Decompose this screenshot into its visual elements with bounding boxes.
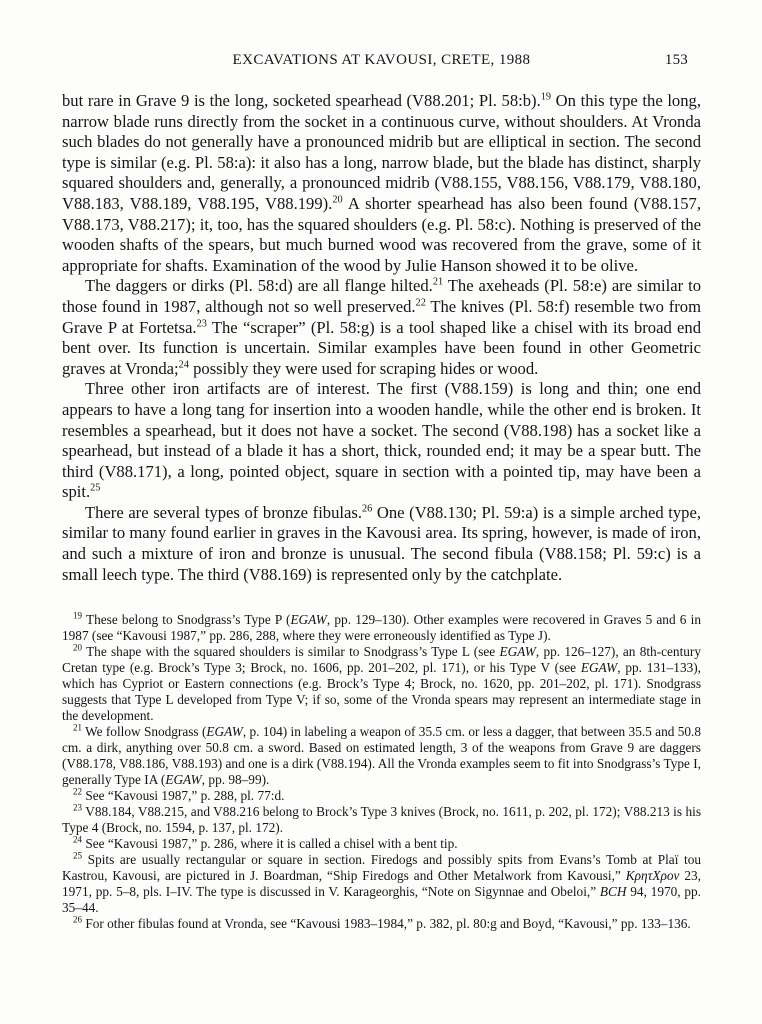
italic-text: ΚρητΧρον <box>625 868 680 884</box>
text-run: We follow Snodgrass ( <box>85 724 207 740</box>
footnote-ref: 20 <box>332 194 343 206</box>
footnote-ref: 22 <box>415 297 426 309</box>
footnote <box>62 612 701 644</box>
text-run: See “Kavousi 1987,” p. 288, pl. 77:d. <box>85 788 285 804</box>
text-run: , pp. 131–133), which has Cypriot or Eastern connections (e.g. Brock’s Type 4; Brock, no. 1620, pp. 201–202, pl. 171). Snodgrass suggests that Type L developed from Type V; if so, some of the Vronda spears may represent an intermediate stage in the development. <box>62 660 702 724</box>
footnote <box>62 916 701 932</box>
text-run: , pp. 98–99). <box>201 772 270 788</box>
text-run: but rare in Grave 9 is the long, socketed spearhead (V88.201; Pl. 58:b). <box>62 91 541 110</box>
body-paragraphs <box>62 91 701 585</box>
body-paragraph <box>62 276 701 379</box>
footnote <box>62 852 701 916</box>
italic-text: EGAW <box>580 660 618 676</box>
italic-text: EGAW <box>290 612 327 628</box>
footnote-number: 21 <box>73 722 83 733</box>
text-run: The knives (Pl. 58:f) resemble two from Grave P at Fortetsa. <box>62 296 701 337</box>
footnote-ref: 21 <box>432 276 444 288</box>
running-title: EXCAVATIONS AT KAVOUSI, CRETE, 1988 <box>232 52 531 68</box>
body-paragraph <box>62 91 701 276</box>
footnotes <box>62 612 701 932</box>
text-run: 94, 1970, pp. 35–44. <box>62 884 701 916</box>
text-run: The axeheads (Pl. 58:e) are similar to those found in 1987, although not so well preserved. <box>62 276 701 316</box>
text-run: There are several types of bronze fibulas. <box>85 502 362 522</box>
text-run: , p. 104) in labeling a weapon of 35.5 cm. or less a dagger, that between 35.5 and 50.8 cm. a dirk, anything over 50.8 cm. a sword. Based on estimated length, 3 of the weapons from Grave 9 are daggers (V88.178, V88.186, V88.193) and one is a dirk (V88.194). All the Vronda examples seem to fit into Snodgrass’s Type I, generally Type IA ( <box>62 724 701 788</box>
footnote-ref: 23 <box>196 318 207 329</box>
footnote-number: 25 <box>73 850 83 861</box>
footnote-ref: 24 <box>178 359 189 371</box>
footnote-ref: 26 <box>362 503 373 515</box>
text-run: On this type the long, narrow blade runs directly from the socket in a continuous curve, without shoulders. At Vronda such blades do not generally have a pronounced midrib but are elliptical in section. The second type is similar (e.g. Pl. 58:a): it also has a long, narrow blade, but the blade has distinct, sharply squared shoulders and, generally, a pronounced midrib (V88.155, V88.156, V88.179, V88.180, V88.183, V88.189, V88.195, V88.199). <box>62 91 701 213</box>
text-run: , pp. 129–130). Other examples were recovered in Graves 5 and 6 in 1987 (see “Kavousi 1987,” pp. 286, 288, where they were erroneously identified as Type J). <box>62 612 701 644</box>
text-run: V88.184, V88.215, and V88.216 belong to Brock’s Type 3 knives (Brock, no. 1611, p. 202, pl. 172); V88.213 is his Type 4 (Brock, no. 1594, p. 137, pl. 172). <box>62 804 701 836</box>
text-run: Three other iron artifacts are of interest. The first (V88.159) is long and thin; one end appears to have a long tang for insertion into a wooden handle, while the other end is broken. It resembles a spearhead, but it does not have a socket. The second (V88.198) has a socket like a spearhead, but instead of a blade it has a short, thick, rounded end; it may be a spear butt. The third (V88.171), a long, pointed object, square in section with a pointed tip, may have been a spit. <box>62 379 701 502</box>
text-run: A shorter spearhead has also been found (V88.157, V88.173, V88.217); it, too, has the squared shoulders (e.g. Pl. 58:c). Nothing is preserved of the wooden shafts of the spears, but much burned wood was recovered from the grave, some of it appropriate for shafts. Examination of the wood by Julie Hanson showed it to be olive. <box>62 193 701 275</box>
text-run: The shape with the squared shoulders is similar to Snodgrass’s Type L (see <box>86 644 500 660</box>
italic-text: EGAW <box>206 724 243 740</box>
footnote-ref: 25 <box>90 482 101 494</box>
text-run: These belong to Snodgrass’s Type P ( <box>85 612 291 628</box>
italic-text: EGAW <box>499 644 536 660</box>
footnote-ref: 19 <box>540 91 552 103</box>
footnote-number: 22 <box>73 786 83 797</box>
text-run: The daggers or dirks (Pl. 58:d) are all flange hilted. <box>85 276 433 296</box>
page-number: 153 <box>664 52 688 68</box>
footnote-number: 19 <box>73 610 83 621</box>
text-run: possibly they were used for scraping hides or wood. <box>188 358 539 378</box>
footnote <box>62 788 701 804</box>
text-run: Spits are usually rectangular or square in section. Firedogs and possibly spits from Evans’s Tomb at Plaï tou Kastrou, Kavousi, are pictured in J. Boardman, “Ship Firedogs and Other Metalwork from Kavousi,” <box>62 852 702 884</box>
footnote <box>62 836 701 852</box>
footnote <box>62 724 701 788</box>
footnote <box>62 644 701 724</box>
text-run: 23, 1971, pp. 5–8, pls. I–IV. The type is discussed in V. Karageorghis, “Note on Sigynnae and Obeloi,” <box>62 868 701 900</box>
footnote-number: 20 <box>73 642 83 653</box>
footnote <box>62 804 701 836</box>
body-paragraph <box>62 379 701 503</box>
text-run: One (V88.130; Pl. 59:a) is a simple arched type, similar to many found earlier in graves in the Kavousi area. Its spring, however, is made of iron, and such a mixture of iron and bronze is unusual. The second fibula (V88.158; Pl. 59:c) is a small leech type. The third (V88.169) is represented only by the catchplate. <box>62 502 701 584</box>
italic-text: BCH <box>599 884 627 900</box>
page-header <box>62 52 701 70</box>
text-run: , pp. 126–127), an 8th-century Cretan type (e.g. Brock’s Type 3; Brock, no. 1606, pp. 201–202, pl. 171), or his Type V (see <box>62 644 702 676</box>
footnote-number: 26 <box>73 914 83 925</box>
footnote-number: 24 <box>73 834 83 845</box>
footnote-number: 23 <box>73 802 83 813</box>
text-run: For other fibulas found at Vronda, see “Kavousi 1983–1984,” p. 382, pl. 80:g and Boyd, “Kavousi,” pp. 133–136. <box>85 916 691 932</box>
text-run: The “scraper” (Pl. 58:g) is a tool shaped like a chisel with its broad end bent over. Its function is uncertain. Similar examples have been found in other Geometric graves at Vronda; <box>62 317 701 378</box>
body-paragraph <box>62 503 701 585</box>
italic-text: EGAW <box>165 772 202 788</box>
text-run: See “Kavousi 1987,” p. 286, where it is called a chisel with a bent tip. <box>85 836 458 852</box>
